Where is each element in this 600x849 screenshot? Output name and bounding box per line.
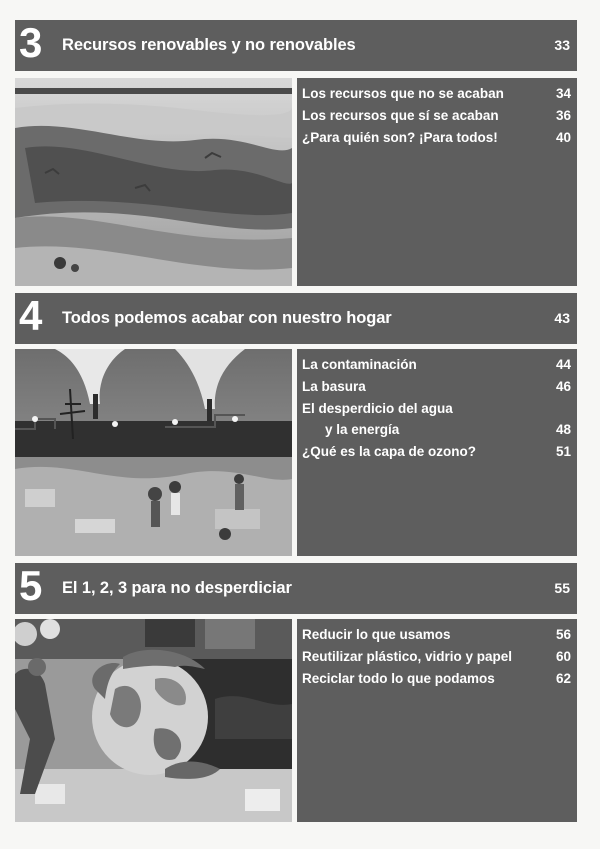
toc-entry-label: El desperdicio del agua — [302, 400, 453, 416]
section-5-header — [15, 563, 577, 614]
toc-entry-page: 40 — [555, 129, 571, 145]
section-number: 3 — [19, 19, 43, 66]
toc-entry[interactable] — [302, 105, 571, 127]
toc-entry-label: Reducir lo que usamos — [302, 627, 451, 642]
toc-entry[interactable] — [302, 646, 571, 668]
section-3-contents — [297, 78, 577, 286]
toc-entry[interactable] — [302, 127, 571, 149]
section-number: 4 — [19, 292, 43, 339]
toc-entry-page: 51 — [555, 444, 571, 460]
section-page-number: 55 — [554, 580, 570, 596]
toc-entry[interactable] — [302, 624, 571, 646]
section-page-number: 33 — [554, 37, 570, 53]
toc-entry-page: 56 — [555, 627, 571, 642]
tidal-flats-photo — [15, 78, 292, 286]
toc-entry-continuation[interactable] — [302, 419, 571, 441]
section-5-contents — [297, 619, 577, 822]
toc-entry-label: y la energía — [325, 422, 400, 438]
factory-smoke-photo — [15, 349, 292, 556]
toc-entry-label: La basura — [302, 378, 366, 394]
toc-entry-page: 48 — [555, 422, 571, 438]
section-page-number: 43 — [554, 310, 570, 326]
section-3-header — [15, 20, 577, 71]
toc-entry[interactable] — [302, 376, 571, 398]
toc-entry[interactable] — [302, 441, 571, 463]
toc-entry-page: 60 — [555, 648, 571, 664]
recycling-globe-photo — [15, 619, 292, 822]
toc-entry-page: 46 — [555, 378, 571, 394]
toc-entry-label: Los recursos que sí se acaban — [302, 107, 499, 123]
toc-entry[interactable] — [302, 398, 571, 420]
toc-entry-label: La contaminación — [302, 357, 417, 372]
section-4-header — [15, 293, 577, 344]
toc-entry-page: 62 — [555, 670, 571, 686]
toc-entry-page: 34 — [555, 86, 571, 101]
section-title[interactable]: El 1, 2, 3 para no desperdiciar — [62, 579, 292, 597]
toc-entry-label: ¿Qué es la capa de ozono? — [302, 444, 477, 460]
toc-entry-label: Los recursos que no se acaban — [302, 86, 504, 101]
toc-entry-page: 36 — [555, 107, 571, 123]
toc-entry[interactable] — [302, 83, 571, 105]
toc-entry-label: Reciclar todo lo que podamos — [302, 670, 495, 686]
section-number: 5 — [19, 562, 43, 609]
toc-entry-label: Reutilizar plástico, vidrio y papel — [302, 648, 513, 664]
toc-entry[interactable] — [302, 668, 571, 690]
toc-entry-label: ¿Para quién son? ¡Para todos! — [302, 129, 498, 145]
toc-entry[interactable] — [302, 354, 571, 376]
section-4-contents — [297, 349, 577, 556]
section-title[interactable]: Recursos renovables y no renovables — [62, 36, 356, 54]
section-title[interactable]: Todos podemos acabar con nuestro hogar — [62, 309, 392, 327]
toc-entry-page: 44 — [555, 357, 571, 372]
